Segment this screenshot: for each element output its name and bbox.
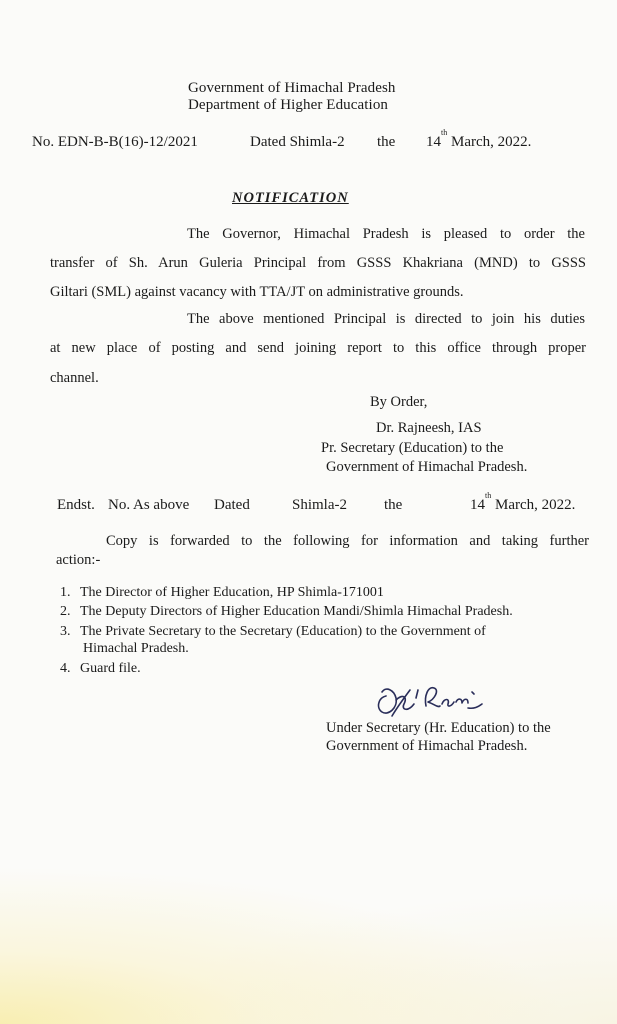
recipient-number: 4. [60, 661, 71, 676]
reference-date [426, 128, 532, 151]
endst-place: Shimla-2 [292, 497, 347, 513]
recipient-3 [60, 624, 590, 640]
endst-number: No. As above [108, 497, 190, 513]
copy-line1: Copy is forwarded to the following for information and taking further [106, 533, 589, 549]
header-department: Department of Higher Education [188, 97, 389, 113]
recipient-number: 1. [60, 585, 71, 600]
notification-title: NOTIFICATION [232, 190, 349, 206]
recipient-number: 3. [60, 624, 71, 639]
signatory-designation-line1: Pr. Secretary (Education) to the [321, 440, 504, 456]
recipient-text: The Director of Higher Education, HP Shimla-171001 [80, 585, 384, 600]
recipient-text: Guard file. [80, 661, 141, 676]
recipient-number: 2. [60, 604, 71, 619]
para2-line1: The above mentioned Principal is directed to join his duties [187, 311, 585, 327]
endst-label: Endst. [57, 497, 95, 513]
recipient-3-continued: Himachal Pradesh. [83, 641, 189, 656]
endst-day-suffix: th [485, 491, 492, 500]
footer-designation-line2: Government of Himachal Pradesh. [326, 738, 528, 754]
endst-the: the [384, 497, 403, 513]
recipient-4 [60, 661, 141, 677]
para2-line3: channel. [50, 370, 99, 386]
reference-day: 14 [426, 134, 441, 150]
by-order: By Order, [370, 394, 428, 410]
reference-day-suffix: th [441, 128, 448, 137]
endst-day: 14 [470, 497, 485, 513]
para1-line1: The Governor, Himachal Pradesh is pleased to order the [187, 226, 585, 242]
recipient-text: The Deputy Directors of Higher Education Mandi/Shimla Himachal Pradesh. [80, 604, 513, 619]
reference-dated-label: Dated Shimla-2 [250, 134, 345, 150]
reference-number: No. EDN-B-B(16)-12/2021 [32, 134, 198, 150]
para1-line3: Giltari (SML) against vacancy with TTA/JT on administrative grounds. [50, 284, 464, 300]
endst-month-year: March, 2022. [494, 497, 576, 513]
footer-designation-line1: Under Secretary (Hr. Education) to the [326, 720, 551, 736]
reference-the: the [377, 134, 396, 150]
recipient-1 [60, 585, 384, 601]
signatory-designation-line2: Government of Himachal Pradesh. [326, 459, 528, 475]
para1-line2: transfer of Sh. Arun Guleria Principal from GSSS Khakriana (MND) to GSSS [50, 255, 586, 271]
endst-dated: Dated [214, 497, 250, 513]
para2-line2: at new place of posting and send joining report to this office through proper [50, 340, 586, 356]
paper-stain [0, 854, 617, 1024]
signatory-name: Dr. Rajneesh, IAS [376, 420, 482, 436]
endst-date [470, 491, 576, 514]
header-government: Government of Himachal Pradesh [188, 80, 396, 96]
recipient-2 [60, 604, 513, 620]
reference-month-year: March, 2022. [450, 134, 532, 150]
handwritten-signature [368, 676, 498, 722]
recipient-text: The Private Secretary to the Secretary (Education) to the Government of [80, 624, 486, 639]
copy-line2: action:- [56, 552, 101, 568]
